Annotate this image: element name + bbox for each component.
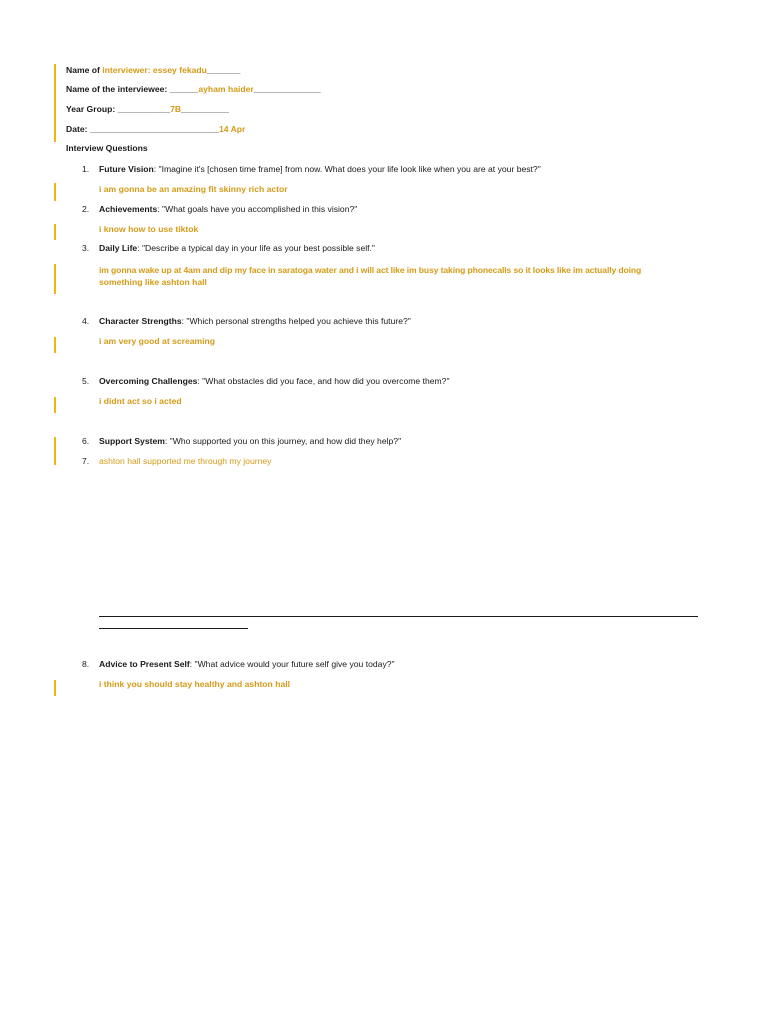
answer-3-line-2: something like ashton hall xyxy=(99,277,207,287)
question-text: : "What goals have you accomplished in this vision?" xyxy=(157,204,358,214)
question-5 xyxy=(99,376,450,387)
interviewee-value: ayham haider xyxy=(198,84,254,94)
question-1 xyxy=(99,164,541,175)
date-value: 14 Apr xyxy=(218,124,246,134)
answer-7: ashton hall supported me through my journey xyxy=(99,456,272,466)
date-underline-pre: ___________________________ xyxy=(89,124,219,134)
margin-bar xyxy=(54,183,56,201)
question-title: Future Vision xyxy=(99,164,154,174)
interviewee-label: Name of the interviewee: xyxy=(66,84,170,94)
question-text: : "Imagine it's [chosen time frame] from now. What does your life look like when you are at your best?" xyxy=(153,164,541,174)
answer-3-line-1: im gonna wake up at 4am and dip my face in saratoga water and i will act like im busy taking phonecalls so it looks like im actually doing xyxy=(99,265,642,275)
margin-bar xyxy=(54,397,56,413)
answer-1: i am gonna be an amazing fit skinny rich actor xyxy=(99,184,288,194)
question-4 xyxy=(99,316,411,327)
question-number: 7. xyxy=(82,456,90,466)
question-title: Character Strengths xyxy=(99,316,182,326)
date-label: Date: xyxy=(66,124,90,134)
margin-bar xyxy=(54,680,56,696)
section-title: Interview Questions xyxy=(66,143,148,153)
question-text: : "Which personal strengths helped you achieve this future?" xyxy=(181,316,411,326)
interviewer-value: interviewer: essey fekadu xyxy=(102,65,207,75)
question-text: : "What obstacles did you face, and how did you overcome them?" xyxy=(197,376,450,386)
question-number: 2. xyxy=(82,204,90,214)
question-number: 3. xyxy=(82,243,90,253)
question-6 xyxy=(99,436,401,447)
year-group-field xyxy=(66,104,229,115)
question-title: Support System xyxy=(99,436,165,446)
question-3 xyxy=(99,243,375,254)
interviewer-field xyxy=(66,65,240,76)
margin-bar xyxy=(54,264,56,294)
date-field xyxy=(66,124,245,135)
question-8 xyxy=(99,659,395,670)
year-underline-tail: __________ xyxy=(181,104,229,114)
question-number: 4. xyxy=(82,316,90,326)
question-number: 5. xyxy=(82,376,90,386)
question-text: : "Describe a typical day in your life as your best possible self." xyxy=(137,243,375,253)
question-number: 6. xyxy=(82,436,90,446)
margin-bar xyxy=(54,437,56,465)
question-title: Achievements xyxy=(99,204,158,214)
answer-blank-line xyxy=(99,628,248,629)
answer-4: i am very good at screaming xyxy=(99,336,216,346)
answer-2: i know how to use tiktok xyxy=(99,224,199,234)
answer-blank-line xyxy=(99,616,698,617)
interviewee-underline-pre: ______ xyxy=(169,84,199,94)
year-underline-pre: ___________ xyxy=(117,104,171,114)
margin-bar xyxy=(54,337,56,353)
question-number: 8. xyxy=(82,659,90,669)
question-title: Overcoming Challenges xyxy=(99,376,198,386)
answer-8: i think you should stay healthy and ashton hall xyxy=(99,679,290,689)
interviewee-field xyxy=(66,84,321,95)
margin-bar xyxy=(54,224,56,240)
question-number: 1. xyxy=(82,164,90,174)
interviewer-label: Name of xyxy=(66,65,103,75)
question-title: Advice to Present Self xyxy=(99,659,190,669)
interviewer-underline: _______ xyxy=(206,65,241,75)
year-group-value: 7B xyxy=(170,104,182,114)
answer-5: i didnt act so i acted xyxy=(99,396,182,406)
question-2 xyxy=(99,204,357,215)
question-text: : "Who supported you on this journey, and how did they help?" xyxy=(164,436,402,446)
question-title: Daily Life xyxy=(99,243,138,253)
question-text: : "What advice would your future self give you today?" xyxy=(189,659,395,669)
year-group-label: Year Group: xyxy=(66,104,118,114)
interviewee-underline-tail: ______________ xyxy=(253,84,321,94)
margin-bar xyxy=(54,64,56,142)
